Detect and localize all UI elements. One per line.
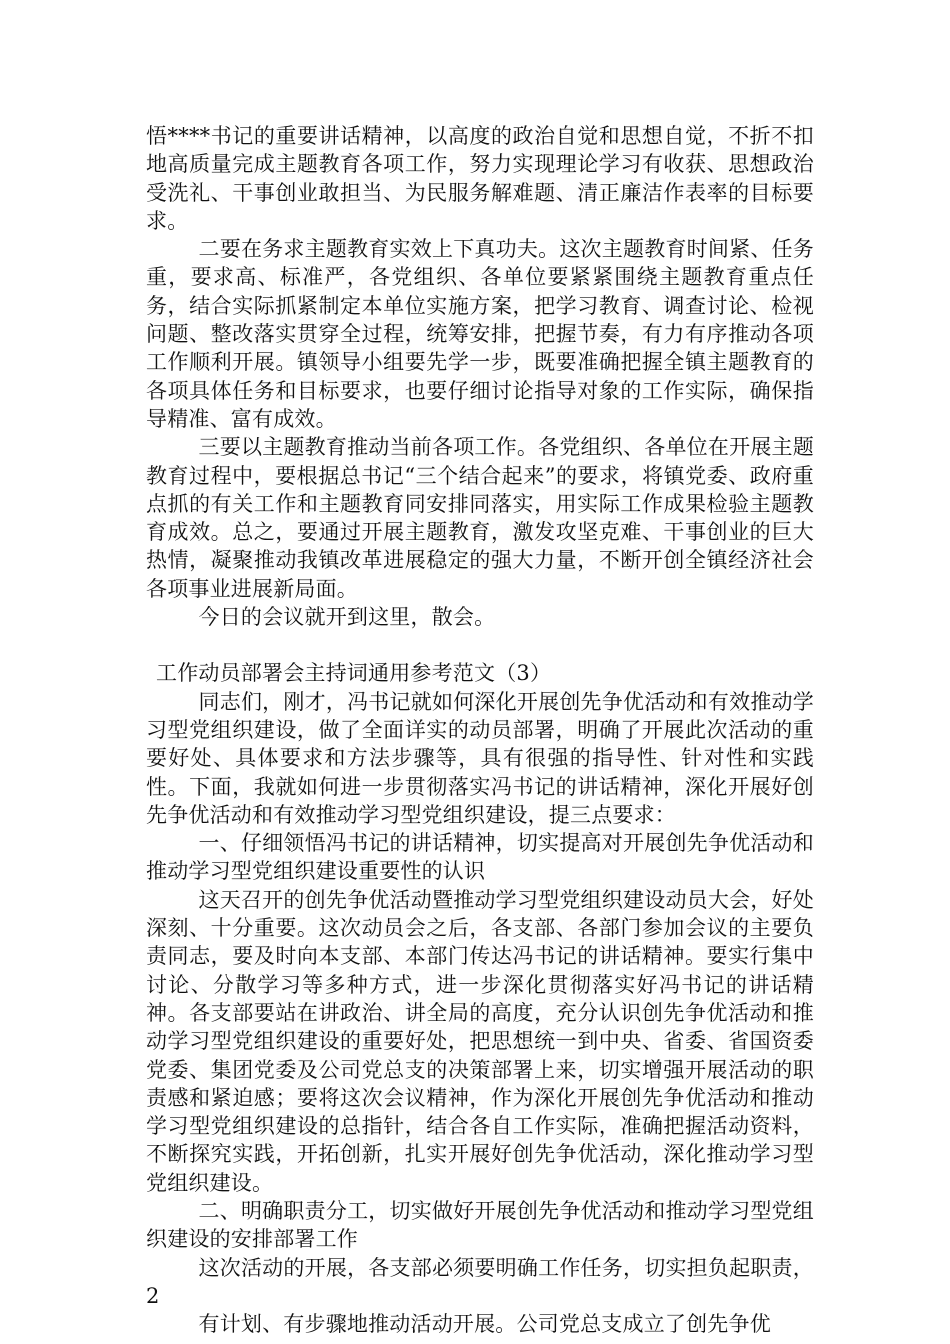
paragraph-point-two-heading: 二、明确职责分工，切实做好开展创先争优活动和推动学习型党组织建设的安排部署工作: [146, 1198, 814, 1252]
paragraph-point-one-heading: 一、仔细领悟冯书记的讲话精神，切实提高对开展创先争优活动和推动学习型党组织建设重要性的认识: [146, 831, 814, 884]
paragraph-point-two-continued: 有计划、有步骤地推动活动开展。公司党总支成立了创先争优: [198, 1312, 771, 1337]
paragraph-point-two-body: 这次活动的开展，各支部必须要明确工作任务，切实担负起职责，2: [146, 1255, 814, 1308]
paragraph-point-one-body: 这天召开的创先争优活动暨推动学习型党组织建设动员大会，好处深刻、十分重要。这次动员会之后，各支部、各部门参加会议的主要负责同志，要及时向本支部、本部门传达冯书记的讲话精神。要实行集中讨论、分散学习等多种方式，进一步深化贯彻落实好冯书记的讲话精神。各支部要站在讲政治、讲全局的高度，充分认识创先争优活动和推动学习型党组织建设的重要好处，把思想统一到中央、省委、省国资委党委、集团党委及公司党总支的决策部署上来，切实增强开展活动的职责感和紧迫感；要将这次会议精神，作为深化开展创先争优活动和推动学习型党组织建设的总指针，结合各自工作实际，准确把握活动资料，不断探究实践，开拓创新，扎实开展好创先争优活动，深化推动学习型党组织建设。: [146, 887, 814, 1195]
paragraph-intro-tail: 悟****书记的重要讲话精神，以高度的政治自觉和思想自觉，不折不扣地高质量完成主题教育各项工作，努力实现理论学习有收获、思想政治受洗礼、干事创业敢担当、为民服务解难题、清正廉洁作表率的目标要求。: [146, 124, 814, 233]
document-body: [146, 122, 814, 1338]
paragraph-meeting-closing: 今日的会议就开到这里，散会。: [198, 605, 496, 630]
paragraph-third-requirement: 三要以主题教育推动当前各项工作。各党组织、各单位在开展主题教育过程中，要根据总书记“三个结合起来”的要求，将镇党委、政府重点抓的有关工作和主题教育同安排同落实，用实际工作成果检验主题教育成效。总之，要通过开展主题教育，激发攻坚克难、干事创业的巨大热情，凝聚推动我镇改革进展稳定的强大力量，不断开创全镇经济社会各项事业进展新局面。: [146, 435, 814, 601]
paragraph-second-requirement: 二要在务求主题教育实效上下真功夫。这次主题教育时间紧、任务重，要求高、标准严，各党组织、各单位要紧紧围绕主题教育重点任务，结合实际抓紧制定本单位实施方案，把学习教育、调查讨论、检视问题、整改落实贯穿全过程，统筹安排，把握节奏，有力有序推动各项工作顺利开展。镇领导小组要先学一步，既要准确把握全镇主题教育的各项具体任务和目标要求，也要仔细讨论指导对象的工作实际，确保指导精准、富有成效。: [146, 237, 814, 431]
paragraph-comrades-opening: 同志们，刚才，冯书记就如何深化开展创先争优活动和有效推动学习型党组织建设，做了全面详实的动员部署，明确了开展此次活动的重要好处、具体要求和方法步骤等，具有很强的指导性、针对性和实践性。下面，我就如何进一步贯彻落实冯书记的讲话精神，深化开展好创先争优活动和有效推动学习型党组织建设，提三点要求：: [146, 689, 814, 827]
section-title: 工作动员部署会主持词通用参考范文（3）: [156, 661, 552, 686]
